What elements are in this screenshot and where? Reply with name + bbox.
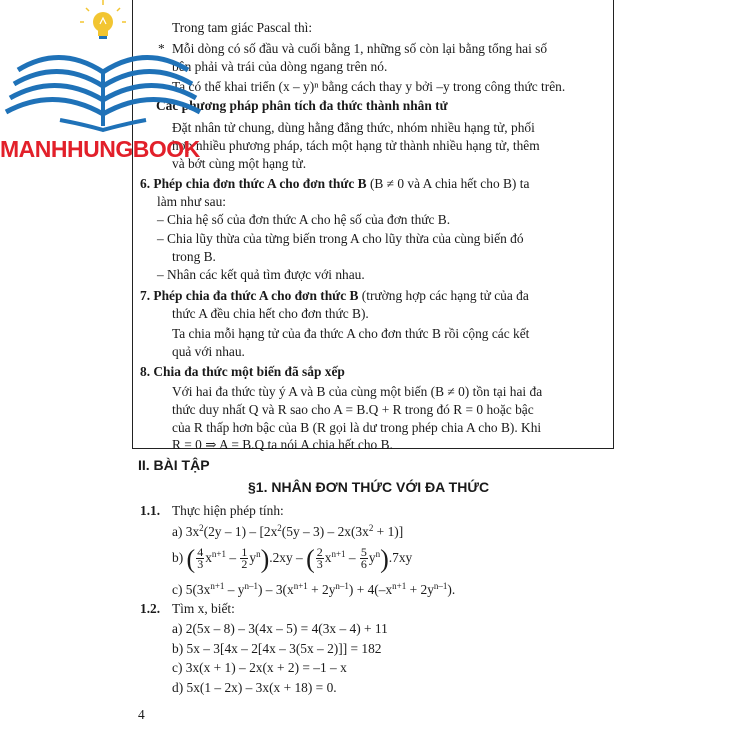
theory-line: và bớt cùng một hạng tử. — [172, 156, 307, 171]
theory-rule-7: 7. Phép chia đa thức A cho đơn thức B (trường hợp các hạng tử của đa — [140, 288, 529, 303]
theory-line: của R thấp hơn bậc của B (R gọi là dư trong phép chia A cho B). Khi — [172, 420, 542, 435]
theory-line: hợp nhiều phương pháp, tách một hạng tử thành nhiều hạng tử, thêm — [172, 138, 540, 153]
question-number: 1.2. — [140, 601, 161, 616]
lightbulb-book-icon — [0, 0, 220, 140]
section-heading: II. BÀI TẬP — [138, 457, 210, 473]
brand-wordmark: MANHHUNGBOOK — [0, 136, 200, 162]
theory-subheading: Các phương pháp phân tích đa thức thành nhân tử — [156, 98, 448, 113]
theory-line: R = 0 ⇒ A = B.Q ta nói A chia hết cho B. — [172, 437, 393, 452]
bullet-marker: * — [158, 41, 165, 56]
question-prompt: Tìm x, biết: — [172, 601, 235, 616]
exercise-2c: c) 3x(x + 1) – 2x(x + 2) = –1 – x — [172, 660, 347, 675]
theory-line: – Chia hệ số của đơn thức A cho hệ số của đơn thức B. — [157, 212, 451, 227]
brand-logo — [0, 0, 220, 175]
exercise-2b: b) 5x – 3[4x – 2[4x – 3(5x – 2)]] = 182 — [172, 641, 382, 656]
lesson-title: §1. NHÂN ĐƠN THỨC VỚI ĐA THỨC — [248, 479, 490, 495]
theory-line: Đặt nhân tử chung, dùng hằng đẳng thức, nhóm nhiều hạng tử, phối — [172, 120, 535, 135]
question-prompt: Thực hiện phép tính: — [172, 503, 284, 518]
exercise-1a: a) $3x^2(2y - 1) - [2x^2(5y - 3) - 2x(3x^2 + 1)]$ — [172, 523, 404, 539]
theory-line: thức A đều chia hết cho đơn thức B). — [172, 306, 369, 321]
exercise-2a: a) 2(5x – 8) – 3(4x – 5) = 4(3x – 4) + 11 — [172, 621, 388, 636]
exercise-1c: c) $5(3x^{n+1} - y^{n-1}) - 3(x^{n+1} + 2y^{n-1}) + 4(-x^{n+1} + 2y^{n-1})$. — [172, 581, 456, 597]
theory-line: quả với nhau. — [172, 344, 245, 359]
theory-rule-6: 6. Phép chia đơn thức A cho đơn thức B (B ≠ 0 và A chia hết cho B) ta — [140, 176, 530, 191]
theory-line: Mỗi dòng có số đầu và cuối bằng 1, những số còn lại bằng tổng hai số — [172, 41, 548, 56]
theory-line: làm như sau: — [157, 194, 226, 209]
theory-line: Với hai đa thức tùy ý A và B của cùng một biến (B ≠ 0) tồn tại hai đa — [172, 384, 543, 399]
exercise-2d: d) 5x(1 – 2x) – 3x(x + 18) = 0. — [172, 680, 337, 695]
theory-line: bên phải và trái của dòng ngang trên nó. — [172, 59, 388, 74]
exercise-1b: b) ( $\frac{4}{3}$ $x^{n+1}$ – $\frac{1}{2}$ $y^n).2xy$ – ( $\frac{2}{3}$ $x^{n+1}$ – $\frac{5}{6}$ $y^n).7xy$ — [172, 544, 413, 574]
theory-line: – Nhân các kết quả tìm được với nhau. — [157, 267, 365, 282]
question-number: 1.1. — [140, 503, 161, 518]
theory-line: Ta có thể khai triển (x – y)ⁿ bằng cách thay y bởi –y trong công thức trên. — [172, 79, 566, 94]
lightbulb-icon — [80, 0, 126, 39]
page-number: 4 — [138, 707, 145, 722]
theory-line: Ta chia mỗi hạng tử của đa thức A cho đơn thức B rồi cộng các kết — [172, 326, 530, 341]
theory-line: thức duy nhất Q và R sao cho A = B.Q + R trong đó R = 0 hoặc bậc — [172, 402, 534, 417]
theory-line: Trong tam giác Pascal thì: — [172, 20, 313, 35]
theory-rule-8: 8. Chia đa thức một biến đã sắp xếp — [140, 364, 345, 379]
theory-line: – Chia lũy thừa của từng biến trong A cho lũy thừa của cùng biến đó — [157, 231, 524, 246]
theory-line: trong B. — [172, 249, 216, 264]
